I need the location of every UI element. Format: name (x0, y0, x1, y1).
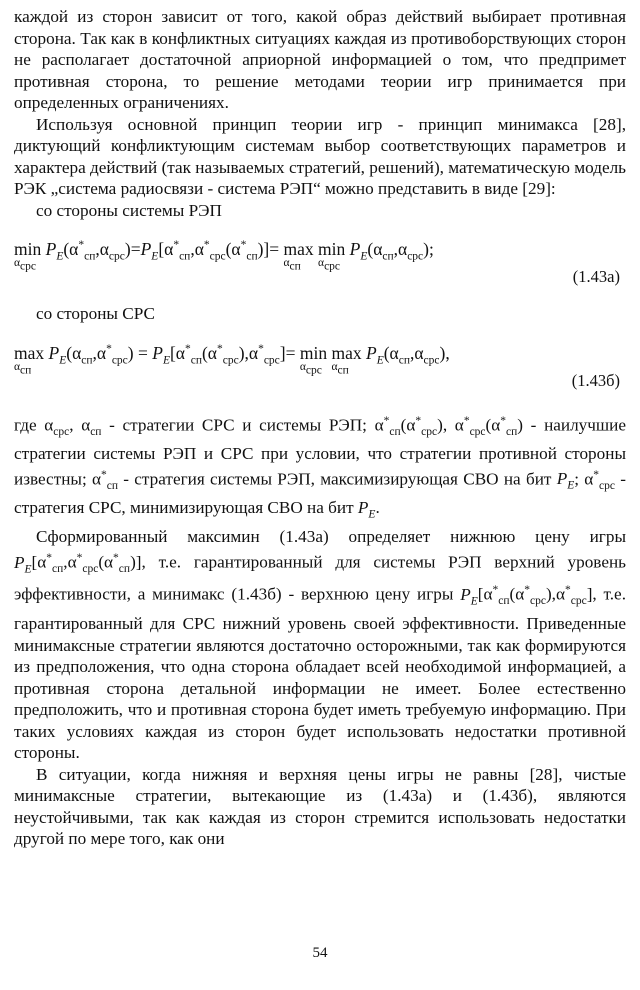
label-src-side: со стороны СРС (36, 304, 155, 323)
page-body (14, 6, 626, 850)
paragraph-2: Используя основной принцип теории игр - принцип минимакса [28], диктующий конфликтующим системам выбор соответствующих параметров и характера действий (так называемых стратегий, решений), математическую модель РЭК „система радиосвязи - система РЭП“ можно представить в виде [29]: (14, 114, 626, 198)
equation-number-1: (1.43а) (572, 267, 620, 286)
label-rep-side: со стороны системы РЭП (36, 200, 222, 220)
equation-1-43b: max $\alpha_{сп}$ $P_E(\alpha_{сп},\alpha^*_{срс}) = P_E[\alpha^*_{сп}(\alpha^*_{срс}),\alpha^*_{срс}]= \min$ $\alpha_{срс}$ max $\alpha_{сп}$ $P_E(\alpha_{сп},\alpha_{срс})$, (1.43б) (14, 342, 620, 390)
equation-number-2: (1.43б) (571, 370, 620, 390)
paragraph-4: Сформированный максимин (1.43а) определяет нижнюю цену игры $P_E[\alpha^*_{сп},\alpha^*_{срс}(\alpha^*_{сп})]$, т.е. гарантированный для системы РЭП верхний уровень эффективности, а минимакс (1.43б) - верхнюю цену игры $P_E[\alpha^*_{сп}(\alpha^*_{срс}),\alpha^*_{срс}]$, т.е. гарантированный для СРС нижний уровень своей эффективности. Приведенные минимаксные стратегии являются достаточно осторожными, так как формируются из предположения, что одна сторона обладает всей необходимой информацией, а противная сторона детальной информации не имеет. Более естественно предположить, что и противная сторона будет иметь требуемую информацию. При таких условиях каждая из сторон будет использовать недостатки противной стороны. (14, 527, 626, 763)
paragraph-3: где $\alpha_{срс}$, $\alpha_{сп}$ - стратегии СРС и системы РЭП; $\alpha^*_{сп}(\alpha^*_{срс})$, $\alpha^*_{срс}(\alpha^*_{сп})$ - наилучшие стратегии системы РЭП и СРС при условии, что стратегии противной стороны известны; $\alpha^*_{сп}$ - стратегия системы РЭП, максимизирующая СВО на бит $P_E$; $\alpha^*_{срс}$ - стратегия СРС, минимизирующая СВО на бит $P_E$. (14, 414, 626, 521)
paragraph-5: В ситуации, когда нижняя и верхняя цены игры не равны [28], чистые минимаксные стратегии, вытекающие из (1.43а) и (1.43б), являются неустойчивыми, так как каждая из сторон стремится использовать недостатки другой по мере того, как они (14, 764, 626, 849)
equation-1-43a: min $\alpha_{срс}$ $P_E(\alpha^*_{сп},\alpha_{срс})=P_E[\alpha^*_{сп},\alpha^*_{срс}(\alpha^*_{сп})]= \max$ $\alpha_{сп}$ min $\alpha_{срс}$ $P_E(\alpha_{сп},\alpha_{срс})$; (1.43а) (14, 239, 620, 286)
page-number: 54 (312, 945, 328, 961)
paragraph-1: каждой из сторон зависит от того, какой образ действий выбирает противная сторона. Так как в конфликтных ситуациях каждая из противоборствующих сторон не располагает достаточной априорной информацией о том, что предпримет противная сторона, то решение методами теории игр принимается при определенных ограничениях. (14, 7, 626, 112)
